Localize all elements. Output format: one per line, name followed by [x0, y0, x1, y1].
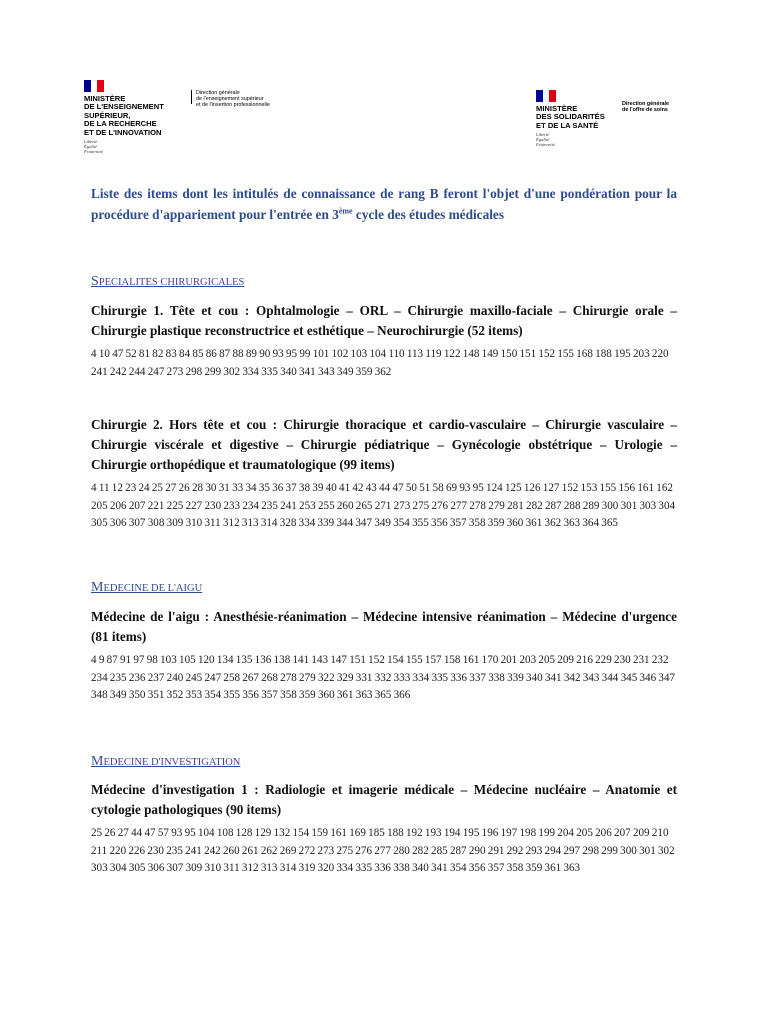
solidarites-sante-name: MINISTÈRE DES SOLIDARITÉS ET DE LA SANTÉ [536, 104, 605, 130]
group-title-chirurgie-1: Chirurgie 1. Tête et cou : Ophtalmologie – ORL – Chirurgie maxillo-faciale – Chirurgie orale – Chirurgie plastique reconstructrice et esthétique – Neurochirurgie (52 items) [91, 303, 677, 338]
republic-motto: Liberté Égalité Fraternité [536, 132, 555, 148]
group-title-medecine-aigu: Médecine de l'aigu : Anesthésie-réanimation – Médecine intensive réanimation – Médecine d'urgence (81 items) [91, 609, 677, 644]
solidarites-sante-logo [536, 90, 616, 147]
marianne-flag-icon [536, 90, 556, 102]
document-intro: Liste des items dont les intitulés de connaissance de rang B feront l'objet d'une pondération pour la procédure d'appariement pour l'entrée en 3ème cycle des études médicales [91, 186, 677, 222]
marianne-flag-icon [84, 80, 104, 92]
section-title-medecine-aigu: MEDECINE DE L'AIGU [91, 580, 203, 595]
items-list-medecine-aigu: 4 9 87 91 97 98 103 105 120 134 135 136 138 141 143 147 151 152 154 155 157 158 161 170 201 203 205 209 216 229 230 231 232 234 235 236 237 240 245 247 258 267 268 278 279 322 329 331 332 333 334 335 336 337 338 339 340 341 342 343 344 345 346 347 348 349 350 351 352 353 354 355 356 357 358 359 360 361 363 365 366 [91, 654, 676, 702]
items-list-chirurgie-1: 4 10 47 52 81 82 83 84 85 86 87 88 89 90 93 95 99 101 102 103 104 110 113 119 122 148 149 150 151 152 155 168 188 195 203 220 241 242 244 247 273 298 299 302 334 335 340 341 343 349 359 362 [91, 348, 669, 378]
dgesip-direction: Direction générale de l'enseignement supérieur et de l'insertion professionnelle [196, 90, 270, 108]
section-title-medecine-investigation: MEDECINE D'INVESTIGATION [91, 754, 241, 769]
group-title-medecine-investigation-1: Médecine d'investigation 1 : Radiologie et imagerie médicale – Médecine nucléaire – Anatomie et cytologie pathologiques (90 items) [91, 782, 677, 817]
republic-motto: Liberté Égalité Fraternité [84, 139, 103, 155]
section-title-specialites-chirurgicales: SPECIALITES CHIRURGICALES [91, 274, 245, 289]
dgos-direction: Direction générale de l'offre de soins [622, 101, 670, 113]
group-title-chirurgie-2: Chirurgie 2. Hors tête et cou : Chirurgie thoracique et cardio-vasculaire – Chirurgie vasculaire – Chirurgie viscérale et digestive – Chirurgie pédiatrique – Gynécologie obstétrique – Urologie – Chirurgie orthopédique et traumatologique (99 items) [91, 417, 677, 472]
items-list-medecine-investigation-1: 25 26 27 44 47 57 93 95 104 108 128 129 132 154 159 161 169 185 188 192 193 194 195 196 197 198 199 204 205 206 207 209 210 211 220 226 230 235 241 242 260 261 262 269 272 273 275 276 277 280 282 285 287 290 291 292 293 294 297 298 299 300 301 302 303 304 305 306 307 309 310 311 312 313 314 319 320 334 335 336 338 340 341 354 356 357 358 359 361 363 [91, 827, 675, 875]
mesri-logo [84, 80, 184, 154]
mesri-name: MINISTÈRE DE L'ENSEIGNEMENT SUPÉRIEUR, DE LA RECHERCHE ET DE L'INNOVATION [84, 94, 164, 137]
items-list-chirurgie-2: 4 11 12 23 24 25 27 26 28 30 31 33 34 35 36 37 38 39 40 41 42 43 44 47 50 51 58 69 93 95 124 125 126 127 152 153 155 156 161 162 205 206 207 221 225 227 230 233 234 235 241 253 255 260 265 271 273 275 276 277 278 279 281 282 287 288 289 300 301 303 304 305 306 307 308 309 310 311 312 313 314 328 334 339 344 347 349 354 355 356 357 358 359 360 361 362 363 364 365 [91, 482, 676, 530]
logo-divider [191, 90, 192, 104]
